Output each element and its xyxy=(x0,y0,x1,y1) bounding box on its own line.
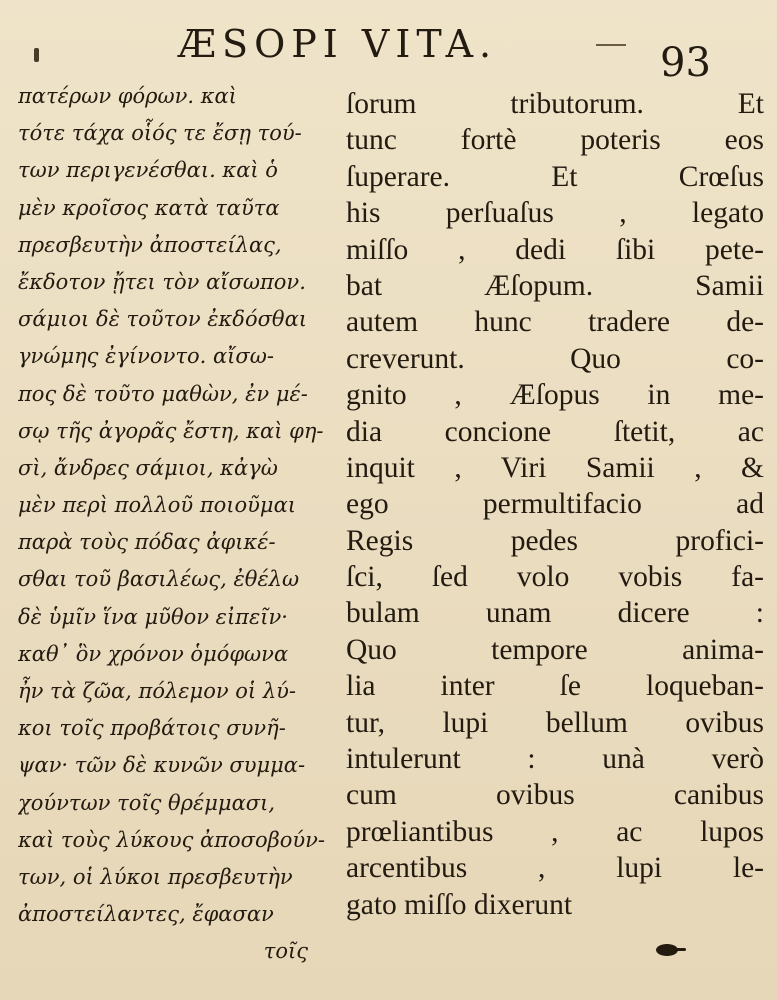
greek-line: τότε τάχα οἷός τε ἔσῃ τού- xyxy=(18,121,302,146)
latin-line: creverunt. Quo co- xyxy=(346,342,764,375)
latin-line: Regis pedes profici- xyxy=(346,524,764,557)
latin-line: ſuperare. Et Crœſus xyxy=(346,160,764,193)
latin-line: gato miſſo dixerunt xyxy=(346,888,573,921)
greek-line: γνώμης ἐγίνοντο. αἴσω- xyxy=(18,344,274,369)
running-title: ÆSOPI VITA. xyxy=(178,22,498,66)
latin-line: bulam unam dicere : xyxy=(346,597,764,630)
latin-line: miſſo , dedi ſibi pete- xyxy=(346,233,764,266)
latin-line: dia concione ſtetit, ac xyxy=(346,415,764,448)
latin-line: tur, lupi bellum ovibus xyxy=(346,706,764,739)
latin-line: ego permultifacio ad xyxy=(346,488,764,521)
greek-line: ἦν τὰ ζῶα, πόλεμον οἱ λύ- xyxy=(18,679,297,703)
latin-line: autem hunc tradere de- xyxy=(346,306,764,339)
greek-line: μὲν περὶ πολλοῦ ποιοῦμαι xyxy=(18,493,296,518)
greek-line: σὶ, ἄνδρες σάμιοι, κἀγὼ xyxy=(18,455,278,480)
greek-line: ἀποστείλαντες, ἔφασαν xyxy=(18,902,274,927)
latin-line: ſci, ſed volo vobis fa- xyxy=(346,561,764,594)
greek-line: των, οἱ λύκοι πρεσβευτὴν xyxy=(18,864,293,889)
ink-speck xyxy=(34,48,39,62)
latin-line: inquit , Viri Samii , & xyxy=(346,451,764,484)
ornament-mark xyxy=(656,944,678,956)
greek-line: χούντων τοῖς θρέμμασι, xyxy=(18,790,275,815)
greek-catchword: τοῖς xyxy=(263,939,308,964)
greek-line: σῳ τῆς ἀγορᾶς ἔστη, καὶ φη- xyxy=(18,418,324,443)
greek-line: σθαι τοῦ βασιλέως, ἐθέλω xyxy=(18,567,300,592)
greek-line: παρὰ τοὺς πόδας ἀφικέ- xyxy=(18,530,276,555)
header-rule xyxy=(596,44,626,46)
latin-line: arcentibus , lupi le- xyxy=(346,852,764,885)
latin-line: cum ovibus canibus xyxy=(346,779,764,812)
greek-line: δὲ ὑμῖν ἵνα μῦθον εἰπεῖν· xyxy=(18,604,288,629)
latin-text-column xyxy=(346,86,764,923)
latin-line: prœliantibus , ac lupos xyxy=(346,815,764,848)
page-number: 93 xyxy=(660,40,711,86)
greek-line: μὲν κροῖσος κατὰ ταῦτα xyxy=(18,195,280,220)
latin-line: Quo tempore anima- xyxy=(346,633,764,666)
latin-line: bat Æſopum. Samii xyxy=(346,269,764,302)
greek-line: σάμιοι δὲ τοῦτον ἐκδόσθαι xyxy=(18,307,307,332)
greek-line: καθ᾽ ὃν χρόνον ὁμόφωνα xyxy=(18,641,289,666)
latin-line: his perſuaſus , legato xyxy=(346,197,764,230)
greek-line: ψαν· τῶν δὲ κυνῶν συμμα- xyxy=(18,753,306,778)
latin-line: intulerunt : unà verò xyxy=(346,743,764,776)
latin-line: tunc fortè poteris eos xyxy=(346,124,764,157)
greek-line: καὶ τοὺς λύκους ἀποσοβούν- xyxy=(18,827,326,852)
greek-line: πρεσβευτὴν ἀποστείλας, xyxy=(18,232,282,257)
greek-line: των περιγενέσθαι. καὶ ὁ xyxy=(18,158,278,183)
latin-line: gnito , Æſopus in me- xyxy=(346,379,764,412)
latin-line: ſorum tributorum. Et xyxy=(346,88,764,120)
greek-line: κοι τοῖς προβάτοις συνῆ- xyxy=(18,716,286,741)
greek-text-column xyxy=(18,78,338,971)
greek-line: πατέρων φόρων. καὶ xyxy=(18,84,237,108)
greek-line: ἔκδοτον ᾔτει τὸν αἴσωπον. xyxy=(18,269,306,294)
latin-line: lia inter ſe loqueban- xyxy=(346,670,764,703)
greek-line: πος δὲ τοῦτο μαθὼν, ἐν μέ- xyxy=(18,381,308,406)
